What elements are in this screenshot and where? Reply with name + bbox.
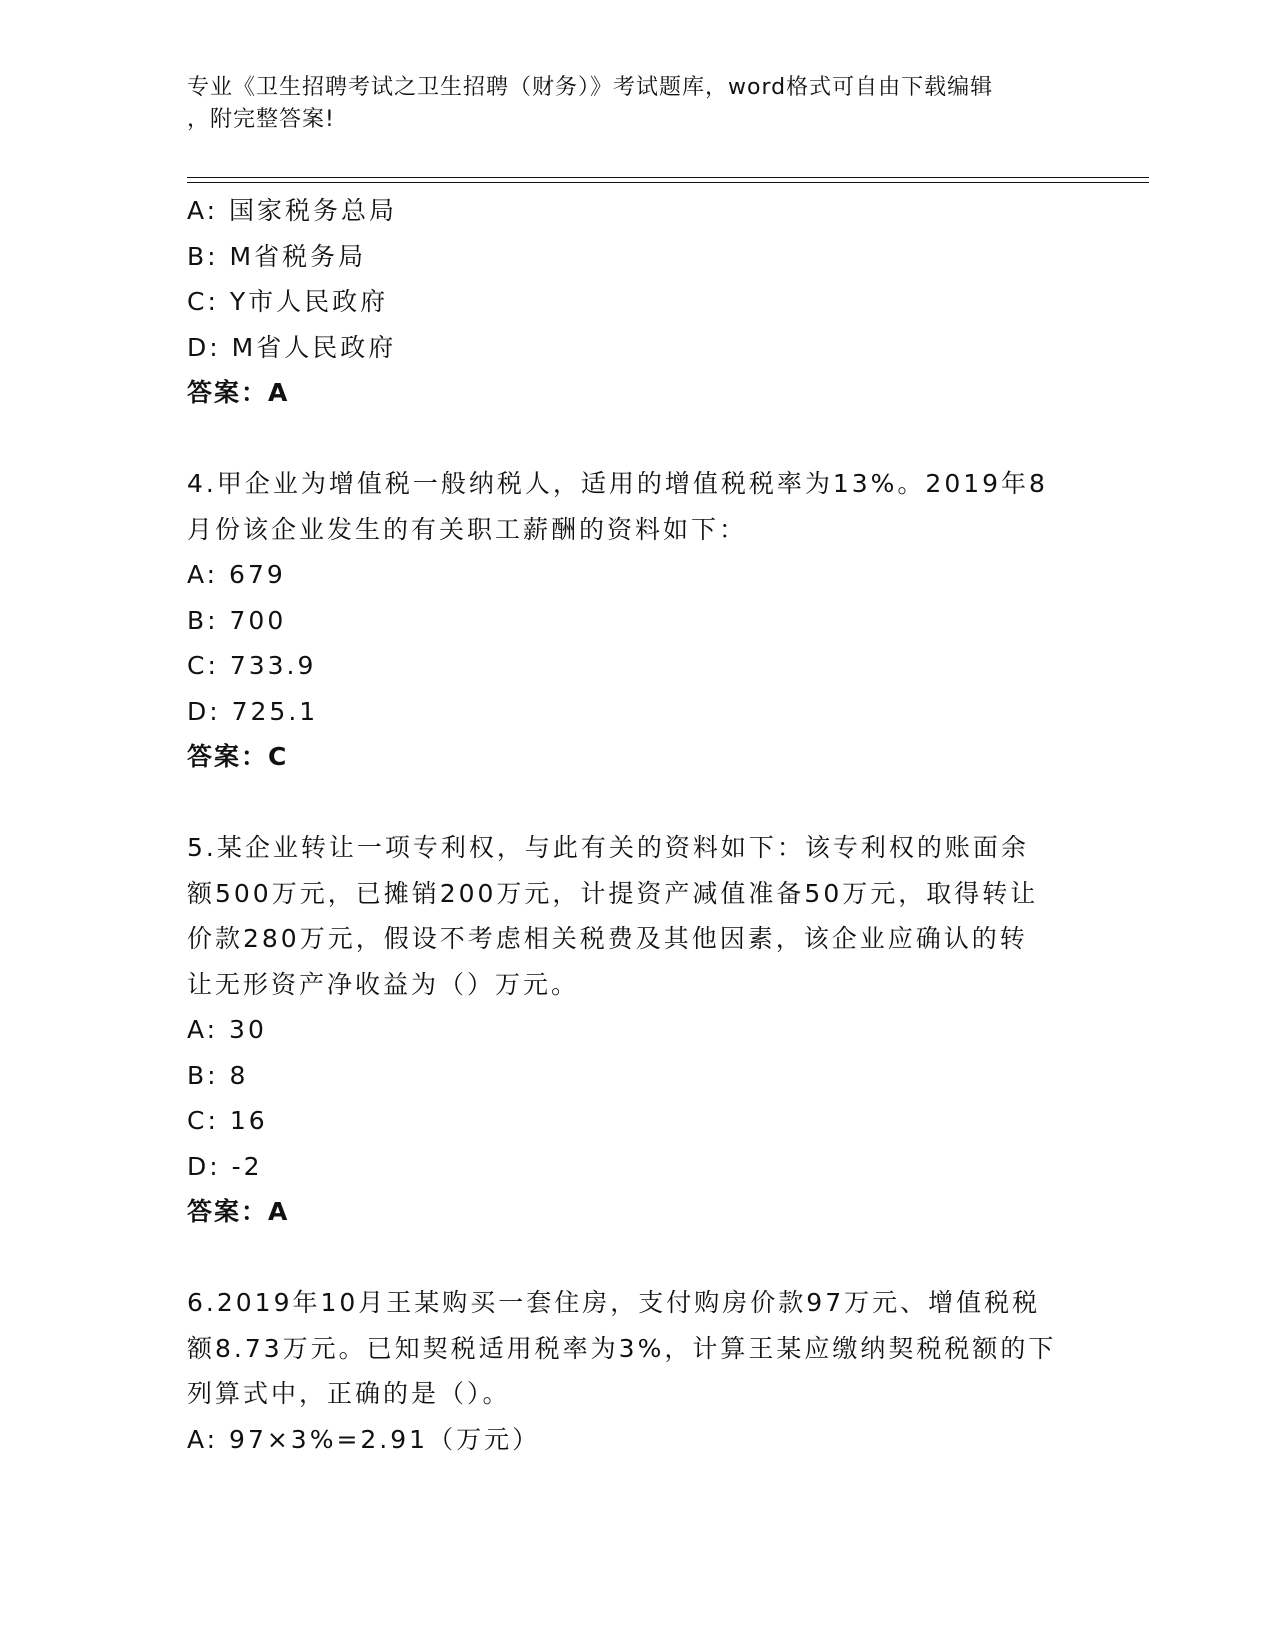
question-list xyxy=(187,188,1087,1462)
question-text-line: 额8.73万元。已知契税适用税率为3%，计算王某应缴纳契税税额的下 xyxy=(187,1333,1057,1363)
answer: 答案：A xyxy=(187,1197,290,1226)
header-title-line-2: ，附完整答案! xyxy=(187,107,335,132)
option-c: C: 16 xyxy=(187,1106,268,1135)
option-c: C: 733.9 xyxy=(187,651,317,680)
question-text-line: 额500万元，已摊销200万元，计提资产减值准备50万元，取得转让 xyxy=(187,878,1039,908)
header-title-line-1: 专业《卫生招聘考试之卫生招聘（财务）》考试题库，word格式可自由下载编辑 xyxy=(187,75,994,100)
option-a: A: 国家税务总局 xyxy=(187,196,398,225)
question-5 xyxy=(187,825,1087,1235)
question-text-line: 6.2019年10月王某购买一套住房，支付购房价款97万元、增值税税 xyxy=(187,1288,1041,1317)
answer: 答案：A xyxy=(187,378,290,407)
question-6 xyxy=(187,1280,1087,1462)
question-4 xyxy=(187,461,1087,780)
question-text-line: 价款280万元，假设不考虑相关税费及其他因素，该企业应确认的转 xyxy=(187,924,1028,953)
spacer xyxy=(187,416,1087,462)
question-text-line: 列算式中，正确的是（）。 xyxy=(187,1379,511,1408)
option-a: A: 679 xyxy=(187,560,286,589)
question-text-line: 5.某企业转让一项专利权，与此有关的资料如下：该专利权的账面余 xyxy=(187,833,1029,862)
question-text-line: 让无形资产净收益为（）万元。 xyxy=(187,969,580,999)
option-a: A: 97×3%=2.91（万元） xyxy=(187,1424,541,1454)
spacer xyxy=(187,780,1087,826)
header-divider-bottom xyxy=(187,182,1149,183)
option-b: B: 8 xyxy=(187,1060,249,1090)
question-text-line: 4.甲企业为增值税一般纳税人，适用的增值税税率为13%。2019年8 xyxy=(187,469,1048,498)
option-b: B: 700 xyxy=(187,605,287,635)
option-d: D: M省人民政府 xyxy=(187,332,397,362)
header-divider-top xyxy=(187,177,1149,178)
option-b: B: M省税务局 xyxy=(187,241,367,271)
option-a: A: 30 xyxy=(187,1015,267,1044)
spacer xyxy=(187,1235,1087,1281)
option-c: C: Y市人民政府 xyxy=(187,287,389,316)
option-d: D: 725.1 xyxy=(187,696,319,726)
question-text-line: 月份该企业发生的有关职工薪酬的资料如下： xyxy=(187,514,748,544)
document-header xyxy=(187,72,1087,136)
option-d: D: -2 xyxy=(187,1151,263,1181)
question-3 xyxy=(187,188,1087,416)
answer: 答案：C xyxy=(187,742,289,771)
